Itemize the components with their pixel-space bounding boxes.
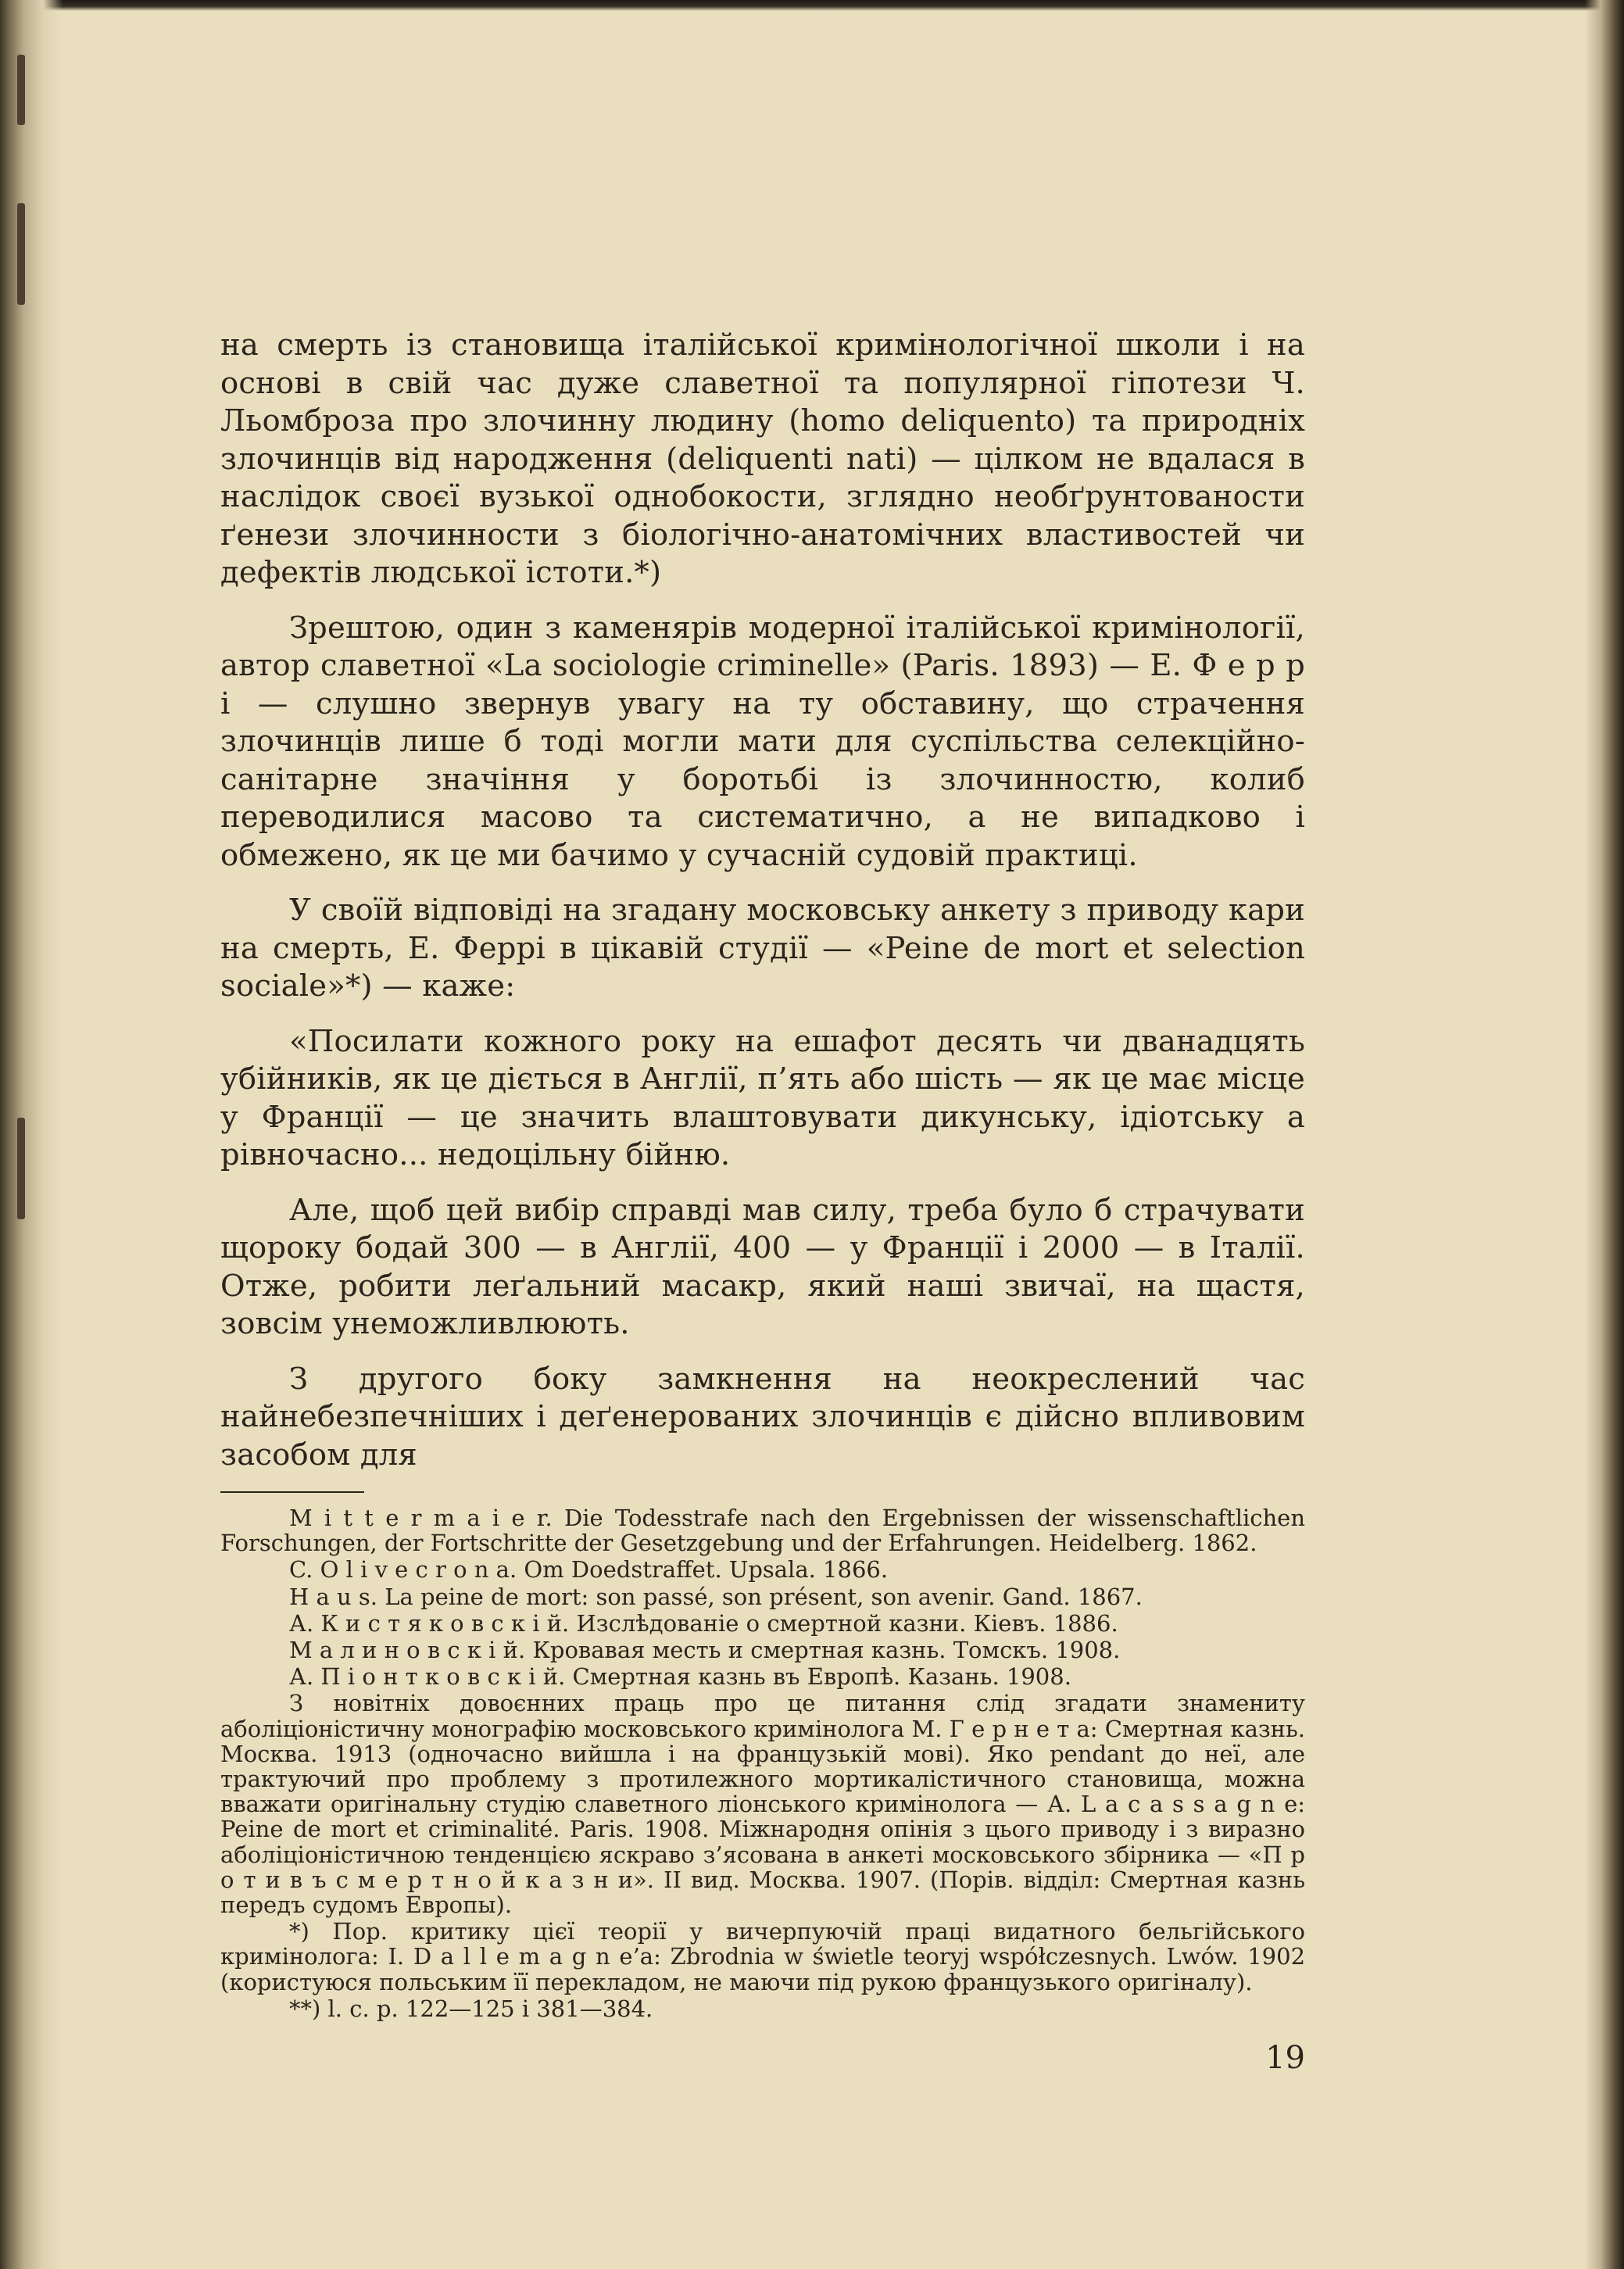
footnote-text: II вид. Москва. 1907. (Порів. відділ: Смертная казнь передъ судомъ Европы). [220, 1866, 1306, 1919]
footnote-text: Om Doedstraffet. Upsala. 1866. [524, 1556, 889, 1584]
footnote-text: Изслѣдованіе о смертной казни. Кіевъ. 1886. [576, 1609, 1118, 1637]
footnote-double-star: **) l. c. p. 122—125 і 381—384. [289, 1995, 653, 2022]
footnote-text: Peine de mort et criminalité. Paris. 1908. Міжнародня опінія з цього приводу і з виразно аболіціоністичною тенденцією яскраво з’ясована в анкеті московського збірника — [220, 1816, 1305, 1868]
footnote-text: *) Пор. критику цієї теорії у вичерпуючій праці видатного бельгійського кримінолога: І. [220, 1918, 1305, 1970]
footnote [220, 1505, 1305, 1555]
footnote-author: C. O l i v e c r o n a. [289, 1556, 517, 1584]
page-number: 19 [1265, 2040, 1305, 2076]
binding-mark [17, 203, 25, 305]
footnotes [220, 1505, 1305, 2021]
footnote-text: З новітніх довоєнних праць про це питання слід згадати знамениту аболіціоністичну монографію московського кримінолога М. [220, 1690, 1305, 1742]
page-content [220, 327, 1305, 2023]
footnote-text: Кровавая месть и смертная казнь. Томскъ. 1908. [532, 1637, 1121, 1664]
footnote-text: Die Todesstrafe nach den Ergebnissen der wissenschaftlichen Forschungen, der Fortschritte der Gesetzgebung und der Erfahrungen. Heidelberg. 1862. [220, 1505, 1305, 1557]
footnote-author: D a l l e m a g n e’a: [413, 1943, 661, 1970]
footnote-author: М а л и н о в с к і й. [289, 1637, 526, 1664]
footnote-author: А. L a c a s s a g n e: [1047, 1791, 1306, 1818]
paragraph: З другого боку замкнення на неокреслений час найнебезпечніших і деґенерованих злочинців є дійсно впливовим засобом для [220, 1361, 1305, 1473]
scan-top-edge [0, 0, 1624, 11]
paragraph: на смерть із становища італійської кримінологічної школи і на основі в свій час дуже славетної та популярної гіпотези Ч. Льомброза про злочинну людину (homo deliquento) та природніх злочинців від народження (deliquenti nati) — цілком не вдалася в наслідок своєї вузької однобокости, зглядно необґрунтованости ґенези злочинности з біологічно-анатомічних властивостей чи дефектів людської істоти.*) [220, 327, 1305, 590]
paragraph: Зрештою, один з каменярів модерної італійської кримінології, автор славетної «La sociologie criminelle» (Paris. 1893) — Е. Ф е р р і — слушно звернув увагу на ту обставину, що страчення злочинців лише б тоді могли мати для суспільства селекційно-санітарне значіння у боротьбі із злочинностю, колиб переводилися масово та систематично, а не випадково і обмежено, як це ми бачимо у сучасній судовій практиці. [220, 610, 1305, 873]
footnote [220, 1691, 1305, 1917]
main-text [220, 327, 1305, 1474]
footnote-author: А. П і о н т к о в с к і й. [289, 1663, 566, 1691]
paragraph: Але, щоб цей вибір справді мав силу, треба було б страчувати щороку бодай 300 — в Англії, 400 — у Франції і 2000 — в Італії. Отже, робити леґальний масакр, який наші звичаї, на щастя, зовсім унеможливлюють. [220, 1192, 1305, 1341]
footnote-author: А. К и с т я к о в с к і й. [289, 1609, 570, 1637]
footnote-title: «П р о т и в ъ с м е р т н о й к а з н и». [220, 1841, 1305, 1893]
book-binding-edge [0, 0, 63, 2269]
footnote-text: La peine de mort: son passé, son présent, son avenir. Gand. 1867. [385, 1583, 1143, 1610]
footnote-author: M i t t e r m a i e r. [289, 1505, 553, 1531]
footnote-text: Смертная казнь. Москва. 1913 (одночасно вийшла і на французькій мові). Яко pendant до неї, але трактуючий про проблему з протилежного мортикалістичного становища, можна вважати оригінальну студію славетного ліонського кримінолога — [220, 1715, 1306, 1818]
footnote-text: Zbrodnia w świetle teoryj współczesnych. Lwów. 1902 (користуюся польським її перекладом, не маючи під рукою французького оригіналу). [220, 1943, 1306, 1995]
footnote-author: H a u s. [289, 1583, 378, 1610]
footnote [220, 1664, 1305, 1689]
footnote [220, 1557, 1305, 1582]
binding-mark [17, 1118, 25, 1219]
paragraph: У своїй відповіді на згадану московську анкету з приводу кари на смерть, Е. Феррі в цікавій студії — «Peine de mort et selection sociale»*) — каже: [220, 893, 1305, 1004]
footnote-star [220, 1919, 1305, 1995]
scan-right-edge [1585, 0, 1624, 2269]
paragraph: «Посилати кожного року на ешафот десять чи дванадцять убійників, як це діється в Англії, п’ять або шість — як це має місце у Франції — це значить влаштовувати дикунську, ідіотську а рівночасно... недоцільну бійню. [220, 1023, 1305, 1172]
footnote [220, 1584, 1305, 1609]
footnote-author: Г е р н е т а: [949, 1715, 1098, 1742]
footnote [220, 1637, 1305, 1662]
footnote [220, 1611, 1305, 1636]
footnote-text: Смертная казнь въ Европѣ. Казань. 1908. [572, 1663, 1071, 1691]
footnote-divider [220, 1491, 364, 1493]
binding-mark [17, 55, 25, 125]
